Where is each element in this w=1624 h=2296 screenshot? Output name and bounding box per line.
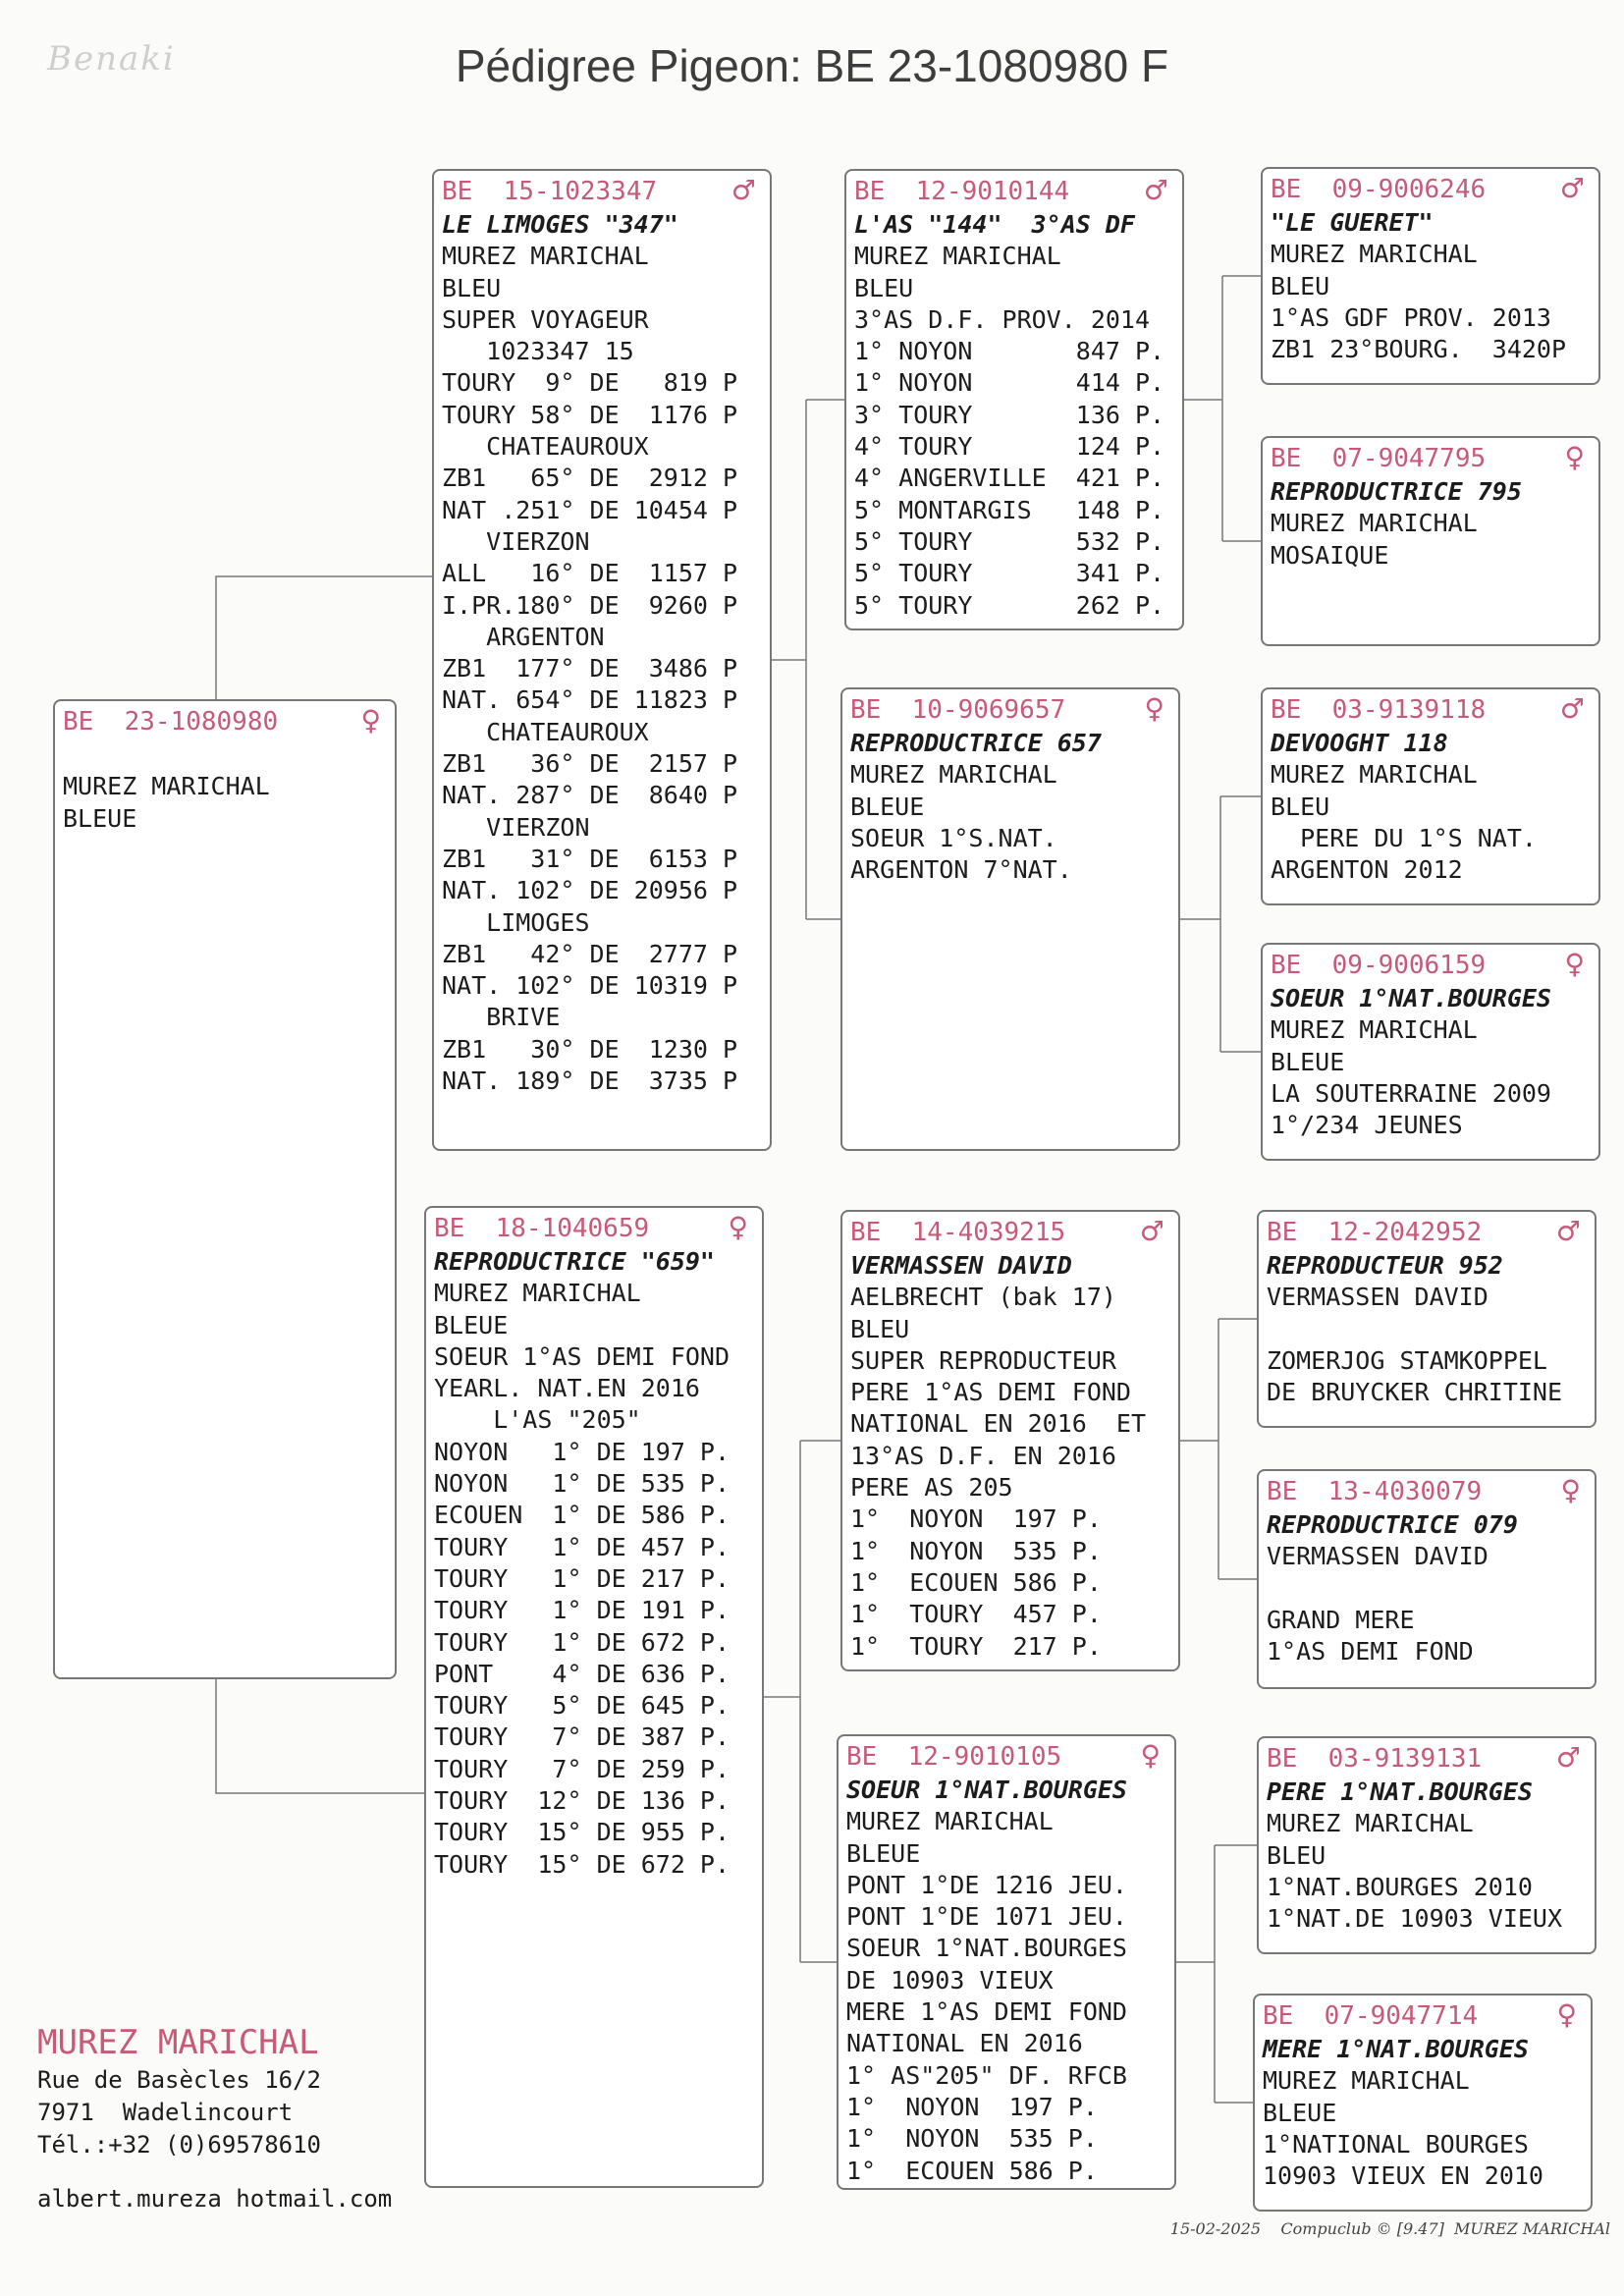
pedigree-line: 1°NAT.DE 10903 VIEUX — [1267, 1904, 1563, 1934]
box-header — [846, 1738, 1166, 1775]
pedigree-line: 5° TOURY 341 P. — [854, 559, 1165, 588]
pedigree-line: BLEUE — [1263, 2098, 1337, 2127]
male-symbol-icon: ♂ — [1143, 174, 1168, 206]
pigeon-name: REPRODUCTRICE 079 — [1267, 1510, 1518, 1539]
box-header — [1271, 440, 1591, 476]
ring-number: BE 09-9006159 — [1271, 951, 1487, 980]
pedigree-line: 1° NOYON 535 P. — [846, 2124, 1098, 2154]
pedigree-line: BRIVE — [442, 1003, 561, 1032]
pedigree-line: TOURY 15° DE 672 P. — [434, 1849, 731, 1879]
pigeon-name: LE LIMOGES "347" — [442, 210, 678, 239]
pedigree-line: TOURY 5° DE 645 P. — [434, 1691, 731, 1721]
pedigree-box-ssd — [1261, 436, 1600, 646]
female-symbol-icon: ♀ — [1556, 1998, 1577, 2031]
page-title: Pédigree Pigeon: BE 23-1080980 F — [455, 40, 1169, 91]
box-header — [1271, 171, 1591, 207]
pedigree-line: 1°AS GDF PROV. 2013 — [1271, 302, 1551, 332]
pigeon-name: REPRODUCTRICE "659" — [434, 1247, 715, 1276]
pedigree-line: 1° NOYON 197 P. — [850, 1504, 1102, 1534]
pedigree-line: VIERZON — [442, 526, 590, 556]
box-header — [1267, 1473, 1587, 1509]
box-header — [850, 1214, 1170, 1250]
breeder-city: 7971 Wadelincourt — [37, 2099, 294, 2126]
pedigree-line: NAT. 654° DE 11823 P — [442, 685, 738, 715]
ring-number: BE 12-9010105 — [846, 1742, 1062, 1772]
pedigree-line: PONT 1°DE 1071 JEU. — [846, 1902, 1127, 1932]
pedigree-line: SOEUR 1°S.NAT. — [850, 823, 1057, 852]
pedigree-line: 1023347 15 — [442, 337, 634, 366]
pedigree-line: 1° NOYON 197 P. — [846, 2092, 1098, 2121]
pedigree-line: DE 10903 VIEUX — [846, 1965, 1054, 1995]
box-header — [1271, 947, 1591, 983]
male-symbol-icon: ♂ — [1555, 1741, 1581, 1774]
pigeon-name: REPRODUCTRICE 657 — [850, 729, 1102, 757]
ring-number: BE 03-9139118 — [1271, 695, 1487, 725]
pigeon-name: "LE GUERET" — [1271, 208, 1434, 237]
box-header — [1271, 691, 1591, 728]
pedigree-line: ZB1 31° DE 6153 P — [442, 844, 738, 873]
male-symbol-icon: ♂ — [731, 174, 756, 206]
connector-sd — [1180, 796, 1261, 1052]
pedigree-line: 3° TOURY 136 P. — [854, 400, 1165, 429]
pedigree-line: CHATEAUROUX — [442, 432, 649, 462]
pedigree-line: TOURY 1° DE 672 P. — [434, 1627, 731, 1657]
breeder-phone: Tél.:+32 (0)69578610 — [37, 2131, 321, 2159]
pedigree-line: TOURY 1° DE 191 P. — [434, 1596, 731, 1625]
ring-number: BE 07-9047714 — [1263, 2001, 1479, 2031]
pedigree-line: MUREZ MARICHAL — [1271, 240, 1478, 269]
pedigree-line: MUREZ MARICHAL — [1263, 2066, 1470, 2096]
pedigree-line: ZB1 23°BOURG. 3420P — [1271, 335, 1567, 364]
pigeon-name: VERMASSEN DAVID — [850, 1251, 1072, 1280]
pedigree-line: PERE DU 1°S NAT. — [1271, 823, 1537, 852]
ring-number: BE 12-2042952 — [1267, 1218, 1483, 1247]
breeder-address: Rue de Basècles 16/2 — [37, 2066, 321, 2094]
connector-sire — [772, 400, 844, 919]
ring-number: BE 14-4039215 — [850, 1218, 1066, 1247]
pedigree-line: MUREZ MARICHAL — [1271, 1015, 1478, 1045]
pedigree-line: 1° ECOUEN 586 P. — [846, 2156, 1098, 2185]
pedigree-line: DE BRUYCKER CHRITINE — [1267, 1378, 1563, 1407]
pedigree-line: NAT. 189° DE 3735 P — [442, 1066, 738, 1096]
female-symbol-icon: ♀ — [728, 1211, 748, 1243]
pedigree-line: TOURY 15° DE 955 P. — [434, 1818, 731, 1847]
male-symbol-icon: ♂ — [1559, 172, 1585, 204]
pigeon-name: REPRODUCTRICE 795 — [1271, 477, 1522, 506]
pedigree-line: ZOMERJOG STAMKOPPEL — [1267, 1345, 1547, 1375]
pedigree-line: TOURY 9° DE 819 P — [442, 368, 738, 398]
pigeon-name: L'AS "144" 3°AS DF — [854, 210, 1135, 239]
breeder-info — [37, 2021, 392, 2215]
pigeon-name: REPRODUCTEUR 952 — [1267, 1251, 1503, 1280]
pedigree-line — [1267, 1314, 1587, 1345]
pedigree-line: BLEUE — [850, 792, 925, 821]
pedigree-line: ARGENTON 2012 — [1271, 855, 1463, 885]
pedigree-line: 1°NAT.BOURGES 2010 — [1267, 1872, 1533, 1901]
box-header — [1267, 1214, 1587, 1250]
pedigree-line: 4° ANGERVILLE 421 P. — [854, 464, 1165, 493]
breeder-email[interactable]: albert.mureza hotmail.com — [37, 2185, 393, 2213]
pedigree-line: TOURY 7° DE 387 P. — [434, 1722, 731, 1752]
ring-number: BE 13-4030079 — [1267, 1477, 1483, 1506]
pedigree-line: NAT .251° DE 10454 P — [442, 495, 738, 524]
box-header — [63, 703, 387, 739]
box-header — [854, 173, 1174, 209]
pedigree-line: 1°/234 JEUNES — [1271, 1111, 1463, 1140]
connector-dd — [1176, 1845, 1257, 2103]
pedigree-line: MUREZ MARICHAL — [1267, 1809, 1474, 1838]
pedigree-line: BLEU — [854, 273, 914, 302]
pedigree-line: 1°NATIONAL BOURGES — [1263, 2129, 1529, 2159]
pigeon-name: SOEUR 1°NAT.BOURGES — [846, 1776, 1127, 1804]
pedigree-box-ss — [844, 169, 1184, 630]
pedigree-line: 5° MONTARGIS 148 P. — [854, 495, 1165, 524]
pedigree-line: ZB1 65° DE 2912 P — [442, 464, 738, 493]
pedigree-box-dds — [1257, 1736, 1597, 1954]
female-symbol-icon: ♀ — [1564, 948, 1585, 980]
pedigree-line: 1° TOURY 217 P. — [850, 1631, 1102, 1661]
female-symbol-icon: ♀ — [1564, 441, 1585, 473]
pedigree-line — [1267, 1573, 1587, 1605]
ring-number: BE 18-1040659 — [434, 1214, 650, 1243]
pedigree-line: YEARL. NAT.EN 2016 — [434, 1374, 700, 1403]
pedigree-line: LA SOUTERRAINE 2009 — [1271, 1078, 1551, 1108]
footer-software: Compuclub © [9.47] — [1280, 2219, 1444, 2238]
pedigree-line: NATIONAL EN 2016 — [846, 2029, 1083, 2058]
pedigree-line: AELBRECHT (bak 17) — [850, 1283, 1116, 1312]
male-symbol-icon: ♂ — [1139, 1215, 1164, 1247]
footer-date: 15-02-2025 — [1169, 2219, 1262, 2238]
pedigree-line: TOURY 1° DE 217 P. — [434, 1563, 731, 1593]
pedigree-line: VIERZON — [442, 812, 590, 842]
pedigree-line: TOURY 12° DE 136 P. — [434, 1786, 731, 1816]
pedigree-line: PONT 4° DE 636 P. — [434, 1659, 731, 1688]
pedigree-line: NOYON 1° DE 197 P. — [434, 1437, 731, 1466]
pedigree-line: 4° TOURY 124 P. — [854, 432, 1165, 462]
pedigree-line: TOURY 7° DE 259 P. — [434, 1754, 731, 1783]
pedigree-line: VERMASSEN DAVID — [1267, 1542, 1489, 1571]
connector-ds — [1180, 1319, 1257, 1579]
pedigree-line: NAT. 102° DE 20956 P — [442, 876, 738, 905]
pedigree-line: TOURY 58° DE 1176 P — [442, 400, 738, 429]
pedigree-line: 1°AS DEMI FOND — [1267, 1637, 1474, 1667]
pedigree-line: SUPER VOYAGEUR — [442, 304, 649, 334]
pedigree-line: I.PR.180° DE 9260 P — [442, 590, 738, 620]
handwritten-scribble: Benaki — [47, 39, 176, 79]
ring-number: BE 10-9069657 — [850, 695, 1066, 725]
pedigree-line: NATIONAL EN 2016 ET — [850, 1409, 1147, 1439]
pedigree-box-sdd — [1261, 943, 1600, 1161]
pedigree-line: MERE 1°AS DEMI FOND — [846, 1997, 1127, 2027]
pedigree-line: 1° NOYON 414 P. — [854, 368, 1165, 398]
pedigree-line: SOEUR 1°AS DEMI FOND — [434, 1341, 731, 1371]
pedigree-line: PERE 1°AS DEMI FOND — [850, 1378, 1131, 1407]
pedigree-line: PERE AS 205 — [850, 1473, 1013, 1503]
pigeon-name: MERE 1°NAT.BOURGES — [1263, 2035, 1529, 2063]
pedigree-line: ARGENTON 7°NAT. — [850, 855, 1072, 885]
pedigree-line: ZB1 177° DE 3486 P — [442, 654, 738, 683]
pedigree-line: ECOUEN 1° DE 586 P. — [434, 1501, 731, 1530]
pedigree-line: BLEU — [1271, 792, 1330, 821]
connector-dam — [764, 1441, 840, 1962]
pedigree-line: ALL 16° DE 1157 P — [442, 559, 738, 588]
pedigree-line: ZB1 30° DE 1230 P — [442, 1034, 738, 1064]
pedigree-line: 1° NOYON 847 P. — [854, 337, 1165, 366]
pedigree-box-sss — [1261, 167, 1600, 385]
pedigree-line: MOSAIQUE — [1271, 540, 1389, 570]
pigeon-name: DEVOOGHT 118 — [1271, 729, 1448, 757]
pedigree-line: BLEUE — [1271, 1047, 1345, 1076]
pedigree-box-subject — [53, 699, 397, 1679]
pedigree-box-dss — [1257, 1210, 1597, 1428]
pedigree-line: MUREZ MARICHAL — [1271, 760, 1478, 790]
ring-number: BE 03-9139131 — [1267, 1744, 1483, 1774]
pedigree-line: ZB1 36° DE 2157 P — [442, 749, 738, 779]
footer — [1170, 2219, 1610, 2238]
pedigree-box-sd — [840, 687, 1180, 1151]
pedigree-line: BLEU — [442, 273, 502, 302]
pedigree-line: NAT. 102° DE 10319 P — [442, 971, 738, 1001]
ring-number: BE 15-1023347 — [442, 177, 658, 206]
box-header — [1263, 1997, 1583, 2034]
ring-number: BE 23-1080980 — [63, 707, 279, 737]
pedigree-line: ZB1 42° DE 2777 P — [442, 939, 738, 968]
pedigree-line: SUPER REPRODUCTEUR — [850, 1345, 1116, 1375]
female-symbol-icon: ♀ — [1140, 1739, 1161, 1772]
pedigree-line: 1° AS"205" DF. RFCB — [846, 2060, 1127, 2090]
pigeon-name: PERE 1°NAT.BOURGES — [1267, 1777, 1533, 1806]
pedigree-line: BLEU — [1267, 1840, 1326, 1870]
pedigree-line: MUREZ MARICHAL — [434, 1279, 641, 1308]
pedigree-line: BLEUE — [846, 1838, 921, 1868]
pedigree-line: CHATEAUROUX — [442, 717, 649, 746]
pedigree-line: BLEU — [1271, 271, 1330, 301]
pedigree-line: MUREZ MARICHAL — [63, 772, 270, 801]
pedigree-line: BLEUE — [434, 1310, 509, 1339]
pedigree-line: BLEUE — [63, 803, 137, 833]
pedigree-line: NAT. 287° DE 8640 P — [442, 781, 738, 810]
pedigree-line: MUREZ MARICHAL — [854, 242, 1061, 271]
box-header — [1267, 1740, 1587, 1777]
pedigree-box-ds — [840, 1210, 1180, 1671]
pedigree-box-ddd — [1253, 1994, 1593, 2212]
pedigree-line: MUREZ MARICHAL — [442, 242, 649, 271]
female-symbol-icon: ♀ — [360, 704, 381, 737]
pedigree-line: 10903 VIEUX EN 2010 — [1263, 2161, 1543, 2191]
footer-owner: MUREZ MARICHAl — [1454, 2219, 1610, 2238]
pedigree-line: 1° NOYON 535 P. — [850, 1536, 1102, 1565]
pedigree-line: ARGENTON — [442, 622, 605, 651]
ring-number: BE 09-9006246 — [1271, 175, 1487, 204]
pedigree-box-sds — [1261, 687, 1600, 905]
female-symbol-icon: ♀ — [1560, 1474, 1581, 1506]
pedigree-line: MUREZ MARICHAL — [850, 760, 1057, 790]
male-symbol-icon: ♂ — [1559, 692, 1585, 725]
pedigree-line — [63, 739, 387, 771]
pedigree-line: 1° TOURY 457 P. — [850, 1600, 1102, 1629]
pedigree-box-dsd — [1257, 1469, 1597, 1689]
pedigree-line: 5° TOURY 262 P. — [854, 590, 1165, 620]
pedigree-line: SOEUR 1°NAT.BOURGES — [846, 1934, 1127, 1963]
box-header — [850, 691, 1170, 728]
pedigree-line: PONT 1°DE 1216 JEU. — [846, 1870, 1127, 1899]
pedigree-line: NOYON 1° DE 535 P. — [434, 1469, 731, 1499]
box-header — [442, 173, 762, 209]
pedigree-line: TOURY 1° DE 457 P. — [434, 1532, 731, 1561]
pedigree-line: MUREZ MARICHAL — [1271, 509, 1478, 538]
pedigree-line: MUREZ MARICHAL — [846, 1807, 1054, 1836]
box-header — [434, 1210, 754, 1246]
male-symbol-icon: ♂ — [1555, 1215, 1581, 1247]
pedigree-line: BLEU — [850, 1314, 910, 1343]
connector-ss — [1184, 276, 1261, 541]
pedigree-line: 5° TOURY 532 P. — [854, 526, 1165, 556]
ring-number: BE 12-9010144 — [854, 177, 1070, 206]
breeder-name: MUREZ MARICHAL — [37, 2023, 319, 2062]
female-symbol-icon: ♀ — [1144, 692, 1164, 725]
ring-number: BE 07-9047795 — [1271, 444, 1487, 473]
pedigree-box-dd — [837, 1734, 1176, 2190]
pedigree-box-dam — [424, 1206, 764, 2188]
pedigree-line: GRAND MERE — [1267, 1605, 1415, 1634]
pedigree-line: 13°AS D.F. EN 2016 — [850, 1441, 1116, 1470]
pedigree-line: VERMASSEN DAVID — [1267, 1283, 1489, 1312]
pedigree-line: 3°AS D.F. PROV. 2014 — [854, 304, 1151, 334]
pedigree-line: LIMOGES — [442, 907, 590, 937]
pedigree-box-sire — [432, 169, 772, 1151]
pigeon-name: SOEUR 1°NAT.BOURGES — [1271, 984, 1551, 1012]
pedigree-line: L'AS "205" — [434, 1405, 641, 1435]
pedigree-line: 1° ECOUEN 586 P. — [850, 1567, 1102, 1597]
